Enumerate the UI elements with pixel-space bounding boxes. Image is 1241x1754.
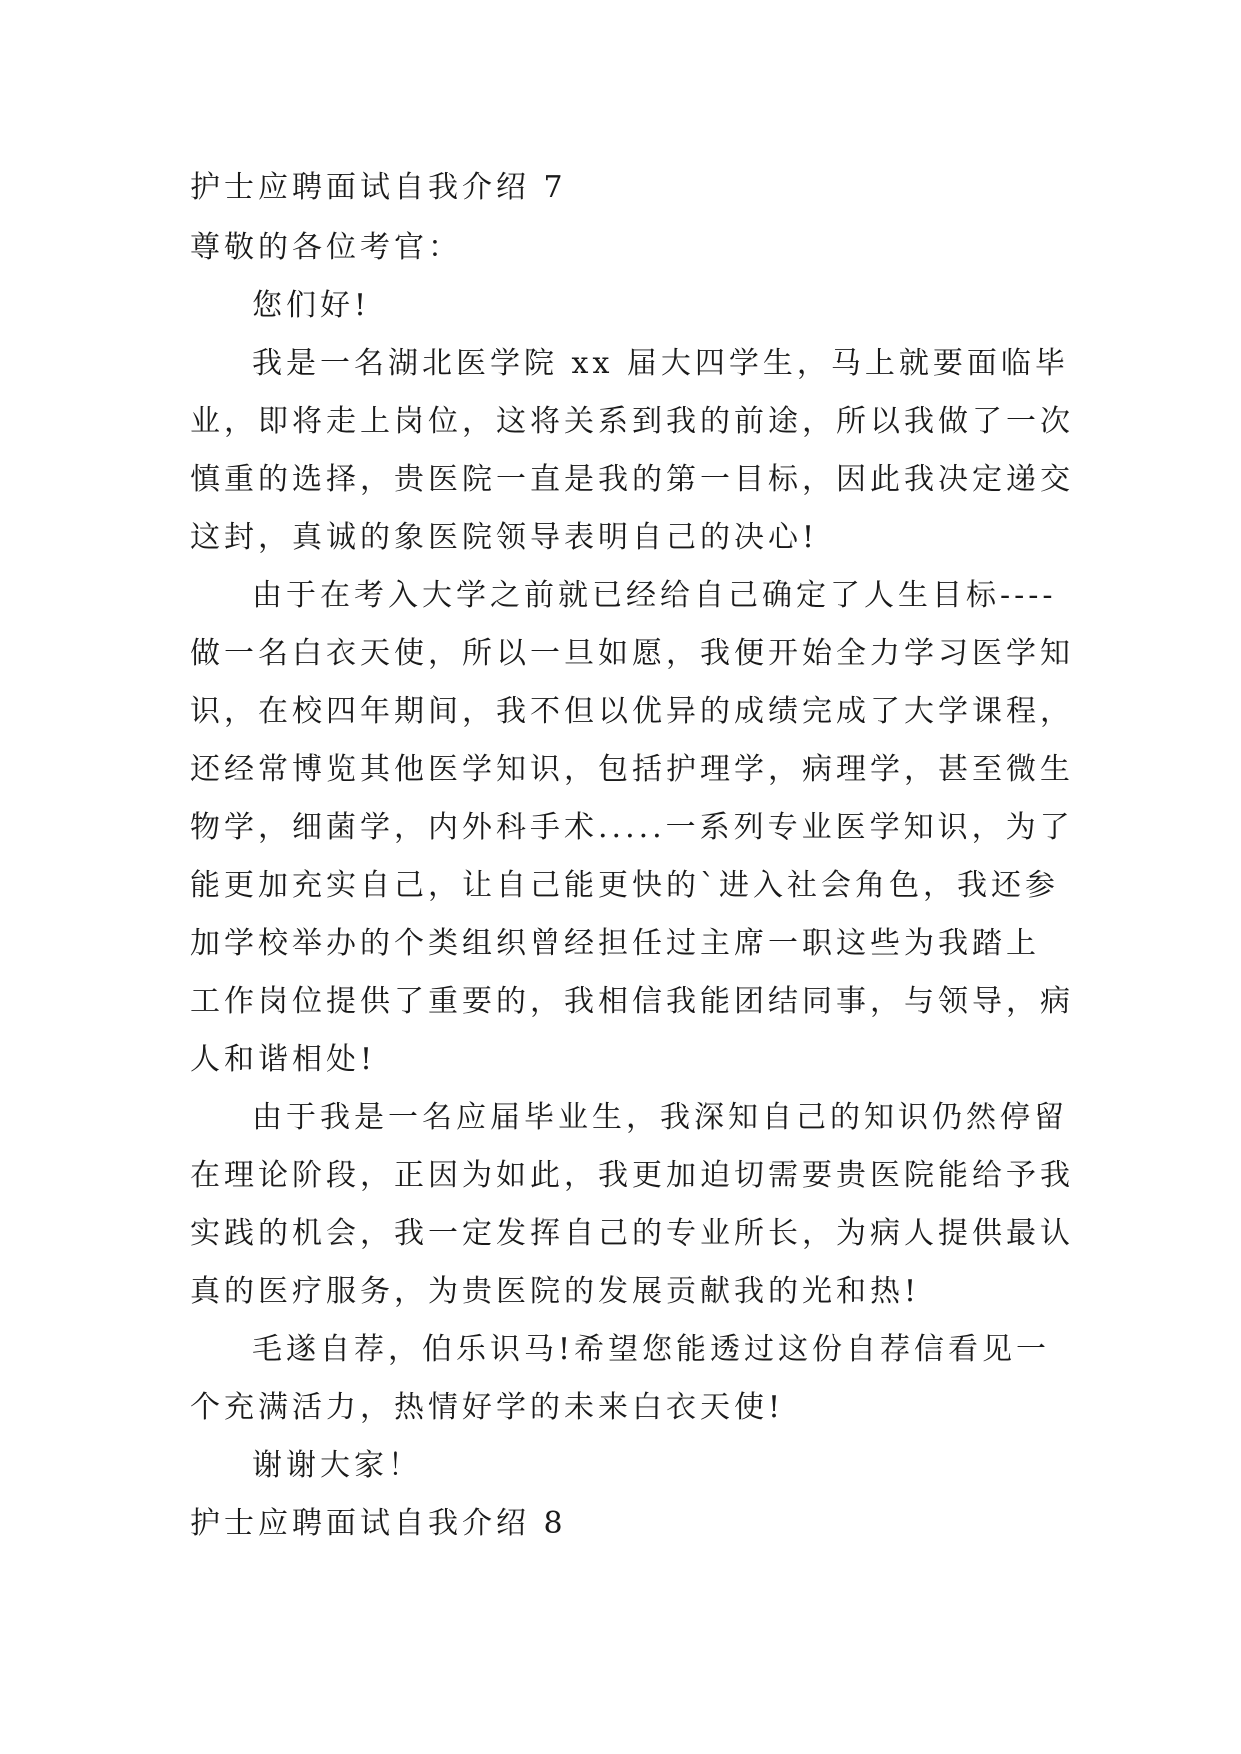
paragraph-line: 个充满活力，热情好学的未来白衣天使! bbox=[190, 1390, 785, 1425]
paragraph-line: 人和谐相处! bbox=[190, 1042, 377, 1077]
paragraph-line: 业，即将走上岗位，这将关系到我的前途，所以我做了一次 bbox=[190, 404, 1074, 439]
paragraph-line: 工作岗位提供了重要的，我相信我能团结同事，与领导，病 bbox=[190, 984, 1074, 1019]
paragraph-line: 我是一名湖北医学院 xx 届大四学生，马上就要面临毕 bbox=[252, 346, 1069, 381]
greeting: 您们好! bbox=[252, 288, 371, 323]
paragraph-line: 由于在考入大学之前就已经给自己确定了人生目标---- bbox=[252, 578, 1057, 613]
paragraph-line: 物学，细菌学，内外科手术.....一系列专业医学知识，为了 bbox=[190, 810, 1074, 845]
section-heading: 护士应聘面试自我介绍 7 bbox=[190, 170, 567, 205]
paragraph-line: 由于我是一名应届毕业生，我深知自己的知识仍然停留 bbox=[252, 1100, 1068, 1135]
paragraph-line: 毛遂自荐，伯乐识马!希望您能透过这份自荐信看见一 bbox=[252, 1332, 1051, 1367]
section-heading: 护士应聘面试自我介绍 8 bbox=[190, 1506, 567, 1541]
paragraph-line: 真的医疗服务，为贵医院的发展贡献我的光和热! bbox=[190, 1274, 921, 1309]
paragraph-line: 能更加充实自己，让自己能更快的`进入社会角色，我还参 bbox=[190, 868, 1059, 903]
closing-thanks: 谢谢大家！ bbox=[252, 1448, 422, 1483]
salutation: 尊敬的各位考官： bbox=[190, 230, 462, 265]
paragraph-line: 实践的机会，我一定发挥自己的专业所长，为病人提供最认 bbox=[190, 1216, 1074, 1251]
paragraph-line: 识，在校四年期间，我不但以优异的成绩完成了大学课程， bbox=[190, 694, 1074, 729]
paragraph-line: 加学校举办的个类组织曾经担任过主席一职这些为我踏上 bbox=[190, 926, 1040, 961]
paragraph-line: 这封，真诚的象医院领导表明自己的决心! bbox=[190, 520, 819, 555]
paragraph-line: 慎重的选择，贵医院一直是我的第一目标，因此我决定递交 bbox=[190, 462, 1074, 497]
paragraph-line: 还经常博览其他医学知识，包括护理学，病理学，甚至微生 bbox=[190, 752, 1074, 787]
paragraph-line: 在理论阶段，正因为如此，我更加迫切需要贵医院能给予我 bbox=[190, 1158, 1074, 1193]
paragraph-line: 做一名白衣天使，所以一旦如愿，我便开始全力学习医学知 bbox=[190, 636, 1074, 671]
